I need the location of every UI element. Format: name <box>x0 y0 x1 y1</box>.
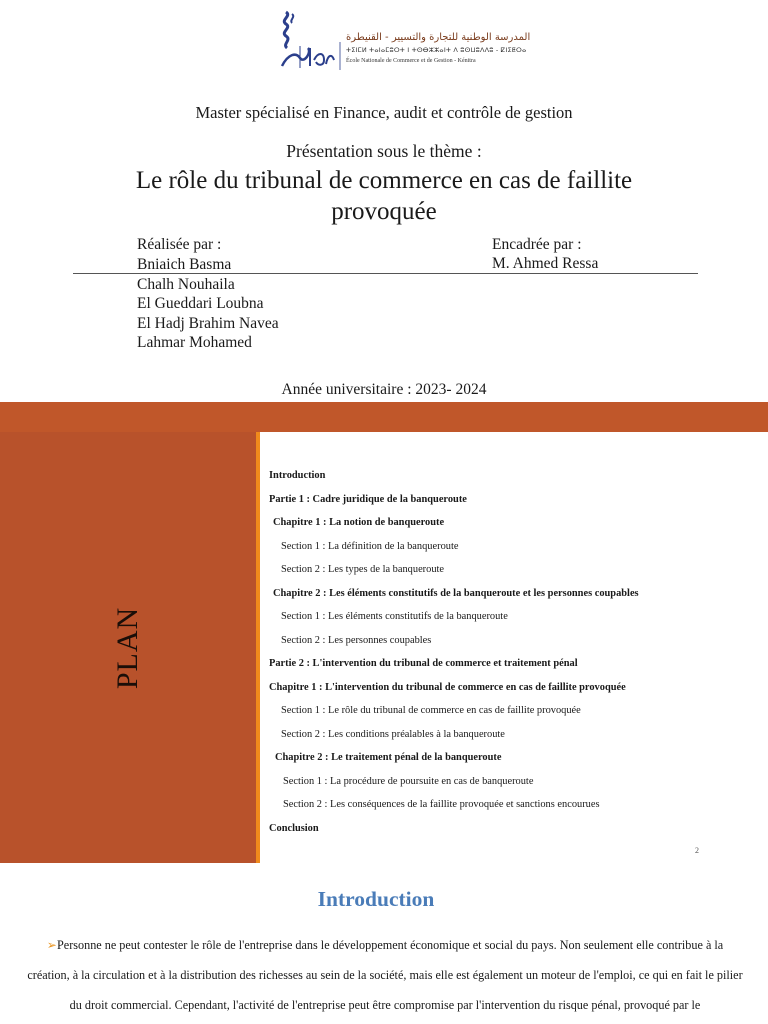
member-name: El Gueddari Loubna <box>137 295 264 312</box>
school-name-arabic: المدرسة الوطنية للتجارة والتسيير - القنيطرة <box>346 32 531 43</box>
table-of-contents <box>269 469 764 845</box>
toc-heading: Chapitre 1 : La notion de banqueroute <box>273 517 445 528</box>
encadree-label: Encadrée par : <box>492 236 582 253</box>
master-program: Master spécialisé en Finance, audit et contrôle de gestion <box>195 103 573 122</box>
school-logo <box>278 8 531 72</box>
presentation-label: Présentation sous le thème : <box>286 141 482 161</box>
toc-section: Section 2 : Les conséquences de la faillite provoquée et sanctions encourues <box>283 799 600 810</box>
toc-heading: Conclusion <box>269 822 319 834</box>
member-name: Lahmar Mohamed <box>137 334 252 351</box>
university-emblem-icon <box>278 8 344 72</box>
toc-heading: Chapitre 2 : Le traitement pénal de la banqueroute <box>275 752 502 763</box>
member-list <box>137 255 279 353</box>
school-name-tifinagh: ⵜⵉⵏⵎⵍ ⵜⴰⵏⴰⵎⵓⵔⵜ ⵏ ⵜⵙⴱⵣⵣⴰⵏⵜ ⴷ ⵓⵙⵡⵓⴷⴷⵓ - ⵇⵏⵉⵟⵔⴰ <box>346 46 527 54</box>
toc-heading: Chapitre 1 : L'intervention du tribunal de commerce en cas de faillite provoquée <box>269 681 626 693</box>
supervisor-name: M. Ahmed Ressa <box>492 255 599 272</box>
toc-heading: Partie 1 : Cadre juridique de la banqueroute <box>269 493 467 505</box>
introduction-heading: Introduction <box>317 887 435 911</box>
arrow-bullet-icon: ➢ <box>46 938 58 952</box>
member-name: Bniaich Basma <box>137 256 232 273</box>
toc-heading: Introduction <box>269 470 326 481</box>
toc-heading: Partie 2 : L'intervention du tribunal de commerce et traitement pénal <box>269 658 578 669</box>
divider-line <box>73 273 698 274</box>
page-number: 2 <box>695 846 699 855</box>
paragraph-text: Personne ne peut contester le rôle de l'entreprise dans le développement économique et social du pays. Non seulement elle contribue à la création, à la circulation et à la distribution des richesses au sein de la société, mais elle est également un moteur de l'emploi, ce qui en fait le pilier du droit commercial. Cependant, l'activité de l'entreprise peut être compromise par l'intervention du risque pénal, provoqué par le <box>27 938 743 1012</box>
toc-section: Section 2 : Les personnes coupables <box>281 634 432 646</box>
plan-side-accent <box>256 432 260 863</box>
toc-section: Section 1 : La définition de la banqueroute <box>281 540 459 552</box>
introduction-paragraph <box>26 930 744 1020</box>
member-name: El Hadj Brahim Navea <box>137 314 279 332</box>
toc-section: Section 2 : Les types de la banqueroute <box>281 564 445 575</box>
member-name: Chalh Nouhaila <box>137 275 235 293</box>
toc-heading: Chapitre 2 : Les éléments constitutifs de la banqueroute et les personnes coupables <box>273 587 639 599</box>
toc-section: Section 1 : Le rôle du tribunal de commerce en cas de faillite provoquée <box>281 705 581 716</box>
page-separator-band <box>0 402 768 432</box>
school-name-french: École Nationale de Commerce et de Gestion - Kénitra <box>346 58 476 64</box>
toc-section: Section 2 : Les conditions préalables à la banqueroute <box>281 728 505 740</box>
document-title: Le rôle du tribunal de commerce en cas de faillite provoquée <box>135 167 633 225</box>
realisee-label: Réalisée par : <box>137 236 222 253</box>
plan-heading: PLAN <box>111 606 144 690</box>
toc-section: Section 1 : La procédure de poursuite en cas de banqueroute <box>283 775 534 787</box>
toc-section: Section 1 : Les éléments constitutifs de la banqueroute <box>281 611 508 622</box>
academic-year: Année universitaire : 2023- 2024 <box>281 381 487 398</box>
